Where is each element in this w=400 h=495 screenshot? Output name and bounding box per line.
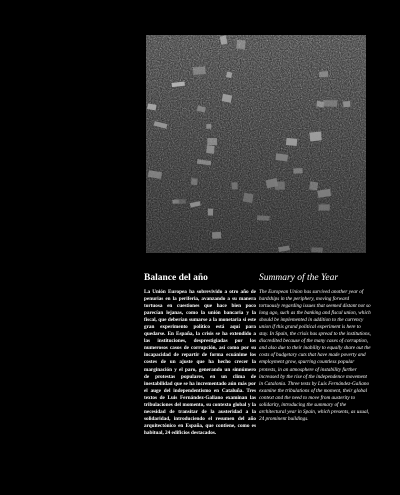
spanish-title: Balance del año	[144, 273, 208, 283]
english-body: The European Union has survived another year of hardships in the periphery, moving forward tortuously regarding issues that seemed distant not so long ago, such as the banking and fiscal union, which should be implemented in addition to the currency union if this grand political experiment is here to stay. In Spain, the crisis has spread to the institutions, discredited because of the many cases of corruption, and also due to their inability to equally share out the costs of budgetary cuts that have made poverty and employment grow, spurring countless popular protests, in an atmosphere of instability further increased by the rise of the independence movement in Catalonia. Three texts by Luis Fernández-Galiano examine the tribulations of the moment, their global context and the need to move from austerity to solidarity, introducing the summary of the architectural year in Spain, which presents, as usual, 24 prominent buildings.	[259, 289, 371, 422]
photo-shading	[146, 35, 366, 253]
spanish-column	[144, 272, 256, 437]
english-column	[259, 272, 371, 423]
spanish-body: La Unión Europea ha sobrevivido a otro año de penurias en la periferia, avanzando a su manera tortuosa en cuestiones que hace bien poco parecían lejanas, como la unión bancaria y la fiscal, que deberían sumarse a la monetaria si este gran experimento político está aquí para quedarse. En España, la crisis se ha extendido a las instituciones, desprestigiadas por los numerosos casos de corrupción, así como por su incapacidad de repartir de forma ecuánime los costes de un ajuste que ha hecho crecer la marginación y el paro, generando un sinnúmero de protestas populares, en un clima de inestabilidad que se ha incrementado aún más por el auge del independentismo en Cataluña. Tres textos de Luis Fernández-Galiano examinan las tribulaciones del momento, su contexto global y la necesidad de transitar de la austeridad a la solidaridad, introduciendo el resumen del año arquitectónico en España, que contiene, como es habitual, 24 edificios destacados.	[144, 289, 256, 436]
crowd-image	[146, 35, 366, 253]
english-title: Summary of the Year	[259, 273, 339, 283]
protest-crowd-photo	[146, 35, 366, 253]
